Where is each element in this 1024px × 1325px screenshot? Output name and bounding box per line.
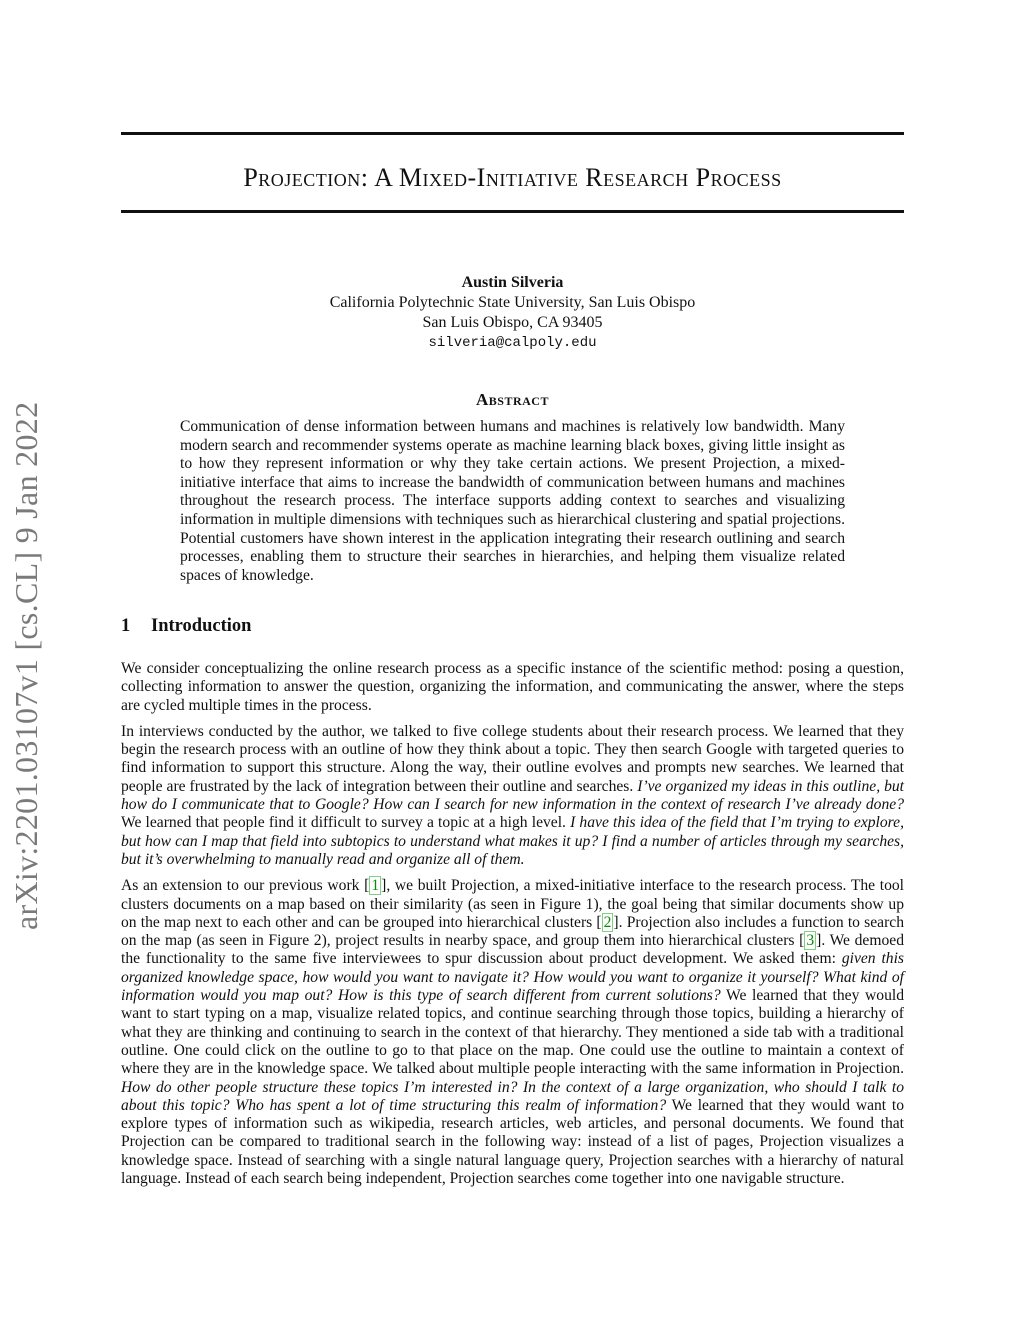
paragraph-3-text: ]. Projection also includes a function to search on the map (as seen in Figure 2), project results in nearby space, and group them into hierarchical clusters [ — [121, 913, 904, 950]
section-heading — [121, 616, 251, 637]
paper-title: Projection: A Mixed-Initiative Research Process — [243, 163, 782, 192]
section-number: 1 — [121, 616, 131, 636]
author-location: San Luis Obispo, CA 93405 — [422, 314, 603, 331]
paragraph-2-quote-2: I have this idea of the field that I’m trying to explore, but how can I map that field into subtopics to understand what makes it up? I find a number of articles through my searches, but it’s overwhelming to manually read and organize all of them. — [121, 814, 904, 868]
section-title: Introduction — [151, 616, 252, 636]
author-block — [121, 273, 904, 353]
paragraph-2-text: We learned that people find it difficult to survey a topic at a high level. — [121, 814, 571, 832]
paragraph-3-quote-2: How do other people structure these topics I’m interested in? In the context of a large organization, who should I talk to about this topic? Who has spent a lot of time structuring this realm of information? — [121, 1078, 904, 1114]
paragraph-2 — [121, 723, 904, 869]
abstract-text: Communication of dense information between humans and machines is relatively low bandwidth. Many modern search and recommender systems operate as machine learning black boxes, giving little insight as to how they represent information or why they take certain actions. We present Projection, a mixed-initiative interface that aims to increase the bandwidth of communication between humans and machines throughout the research process. The interface supports adding context to searches and visualizing information in multiple dimensions with techniques such as hierarchical clustering and spatial projections. Potential customers have shown interest in the application integrating their research outlining and search processes, enabling them to structure their searches in hierarchies, and helping them visualize related spaces of knowledge. — [180, 418, 845, 584]
paragraph-3-text: We learned that they would want to explore types of information such as wikipedia, research articles, web articles, and personal documents. We found that Projection can be compared to traditional search in the following way: instead of a list of pages, Projection visualizes a knowledge space. Instead of searching with a single natural language query, Projection searches with a hierarchy of natural language. Instead of each search being independent, Projection searches come together into one navigable structure. — [121, 1096, 905, 1188]
abstract-heading: Abstract — [476, 390, 549, 409]
citation-link-2[interactable]: 2 — [603, 913, 612, 931]
author-email[interactable]: silveria@calpoly.edu — [428, 335, 597, 351]
title-rule-bottom — [121, 210, 904, 213]
paragraph-3-quote-1: given this organized knowledge space, how would you want to navigate it? How would you want to organize it yourself? What kind of information would you map out? How is this type of search different from current solutions? — [121, 950, 904, 1005]
citation-link-1[interactable]: 1 — [371, 877, 380, 895]
body-text — [121, 660, 904, 1196]
paragraph-3 — [121, 877, 904, 1188]
paragraph-3-text: As an extension to our previous work [ — [121, 877, 370, 895]
paragraph-3-text: ], we built Projection, a mixed-initiative interface to the research process. The tool clusters documents on a map based on their similarity (as seen in Figure 1), the goal being that similar documents show up on the map next to each other and can be grouped into hierarchical clusters [ — [121, 877, 904, 931]
arxiv-identifier: arXiv:2201.03107v1 [cs.CL] 9 Jan 2022 — [8, 401, 44, 930]
title-rule-top — [121, 132, 904, 135]
paragraph-1: We consider conceptualizing the online research process as a specific instance of the scientific method: posing a question, collecting information to answer the question, organizing the information, and communicating the answer, where the steps are cycled multiple times in the process. — [121, 660, 904, 714]
author-affiliation: California Polytechnic State University, San Luis Obispo — [329, 294, 696, 311]
paragraph-2-quote-1: I’ve organized my ideas in this outline, but how do I communicate that to Google? How can I search for new information in the context of research I’ve already done? — [121, 777, 904, 814]
author-name: Austin Silveria — [461, 274, 564, 291]
citation-link-3[interactable]: 3 — [806, 932, 815, 950]
paragraph-3-text: ]. We demoed the functionality to the same five interviewees to spur discussion about product development. We asked them: — [121, 932, 904, 968]
paragraph-2-text: In interviews conducted by the author, we talked to five college students about their research process. We learned that they begin the research process with an outline of how they think about a topic. They then search Google with targeted queries to find information to support this structure. Along the way, their outline evolves and prompts new searches. We learned that people are frustrated by the lack of integration between their outline and searches. — [121, 722, 904, 795]
paragraph-3-text: We learned that they would want to start typing on a map, visualize related topics, and continue searching through those topics, building a hierarchy of what they are thinking and continuing to search in the context of that hierarchy. They mentioned a side tab with a traditional outline. One could click on the outline to go to that place on the map. One could use the outline to maintain a context of where they are in the knowledge space. We talked about multiple people interacting with the same information in Projection. — [121, 987, 904, 1078]
